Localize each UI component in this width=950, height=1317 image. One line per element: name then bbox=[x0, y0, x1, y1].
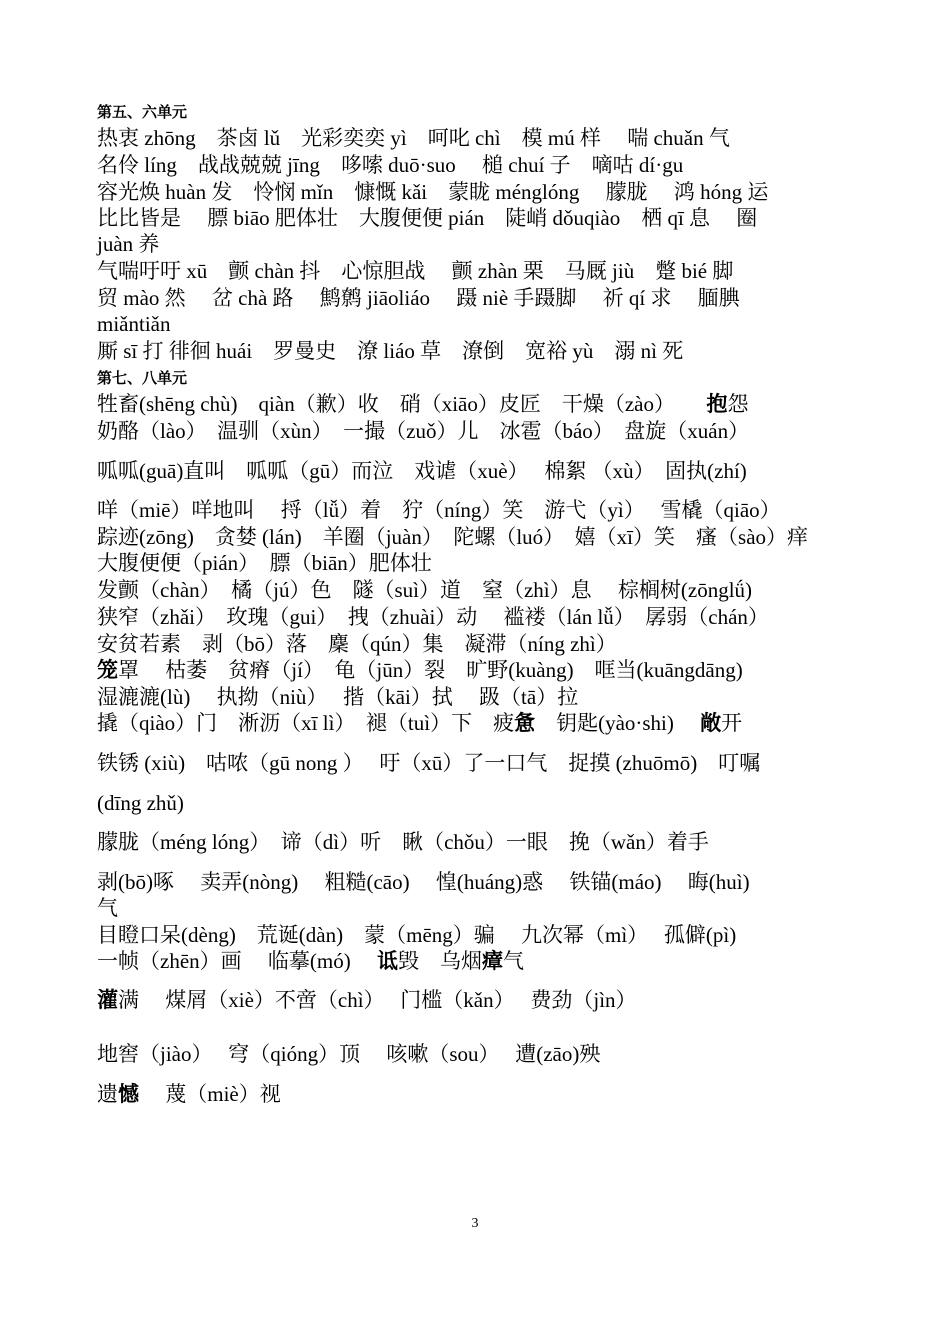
bold-char: 惫 bbox=[514, 711, 536, 735]
text-line: 名伶 líng 战战兢兢 jīng 哆嗦 duō·suo 槌 chuí 子 嘀咕 dí·gu bbox=[97, 153, 684, 177]
line-text: 一帧（zhēn）画 临摹(mó) bbox=[97, 949, 351, 973]
text-line: 湿漉漉(lù) 执拗（niù） 揩（kāi）拭 趿（tā）拉 bbox=[97, 685, 579, 709]
text-line bbox=[97, 947, 524, 975]
text-line: 贸 mào 然 岔 chà 路 鹪鹩 jiāoliáo 蹑 niè 手蹑脚 祈 qí 求 腼腆 bbox=[97, 286, 740, 310]
bold-char: 敞 bbox=[700, 711, 722, 735]
line-text: 开 bbox=[721, 711, 743, 735]
text-line: 安贫若素 剥（bō）落 麇（qún）集 凝滞（níng zhì） bbox=[97, 632, 617, 656]
line-text: 牲畜(shēng chù) qiàn（歉）收 硝（xiāo）皮匠 干燥（zào） bbox=[97, 392, 665, 416]
text-line bbox=[97, 986, 637, 1014]
text-line: miǎntiǎn bbox=[97, 312, 171, 336]
text-line: 热衷 zhōng 茶卤 lǔ 光彩奕奕 yì 呵叱 chì 模 mú 样 喘 chuǎn 气 bbox=[97, 126, 730, 150]
text-line: 奶酪（lào） 温驯（xùn） 一撮（zuǒ）儿 冰雹（báo） 盘旋（xuán） bbox=[97, 419, 750, 443]
text-line bbox=[97, 656, 743, 684]
text-line: 呱呱(guā)直叫 呱呱（gū）而泣 戏谑（xuè） 棉絮 （xù） 固执(zhí) bbox=[97, 459, 747, 483]
bold-char: 抱 bbox=[706, 392, 728, 416]
text-line bbox=[97, 1080, 281, 1108]
text-line: 咩（miē）咩地叫 捋（lǚ）着 狞（níng）笑 游弋（yì） 雪橇（qiāo） bbox=[97, 498, 781, 522]
section-heading-7-8: 第七、八单元 bbox=[97, 369, 188, 387]
line-text: 气 bbox=[502, 949, 524, 973]
text-line: (dīng zhǔ) bbox=[97, 791, 184, 815]
text-line: 铁锈 (xiù) 咕哝（gū nong ） 吁（xū）了一口气 捉摸 (zhuōmō) 叮嘱 bbox=[97, 751, 761, 775]
section-heading-5-6: 第五、六单元 bbox=[97, 103, 188, 121]
text-line: 大腹便便（pián） 膘（biān）肥体壮 bbox=[97, 551, 432, 575]
text-line: 气喘吁吁 xū 颤 chàn 抖 心惊胆战 颤 zhàn 栗 马厩 jiù 蹩 bié 脚 bbox=[97, 259, 734, 283]
text-line: juàn 养 bbox=[97, 232, 160, 256]
bold-char: 灌 bbox=[97, 988, 118, 1012]
text-line: 狭窄（zhǎi） 玫瑰（gui） 拽（zhuài）动 褴褛（lán lǚ） 孱弱（chán） bbox=[97, 605, 769, 629]
line-text: 蔑（miè）视 bbox=[139, 1082, 281, 1106]
line-text: 钥匙(yào·shi) bbox=[535, 711, 674, 735]
text-line: 发颤（chàn） 橘（jú）色 隧（suì）道 窒（zhì）息 棕榈树(zōnglǘ) bbox=[97, 578, 753, 602]
text-line: 踪迹(zōng) 贪婪 (lán) 羊圈（juàn） 陀螺（luó） 嬉（xī）笑 瘙（sào）痒 bbox=[97, 525, 809, 549]
bold-char: 诋 bbox=[376, 949, 398, 973]
line-text: 毁 乌烟 bbox=[397, 949, 482, 973]
text-line: 目瞪口呆(dèng) 荒诞(dàn) 蒙（mēng）骗 九次幂（mì） 孤僻(pì) bbox=[97, 923, 737, 947]
text-line: 地窖（jiào） 穹（qióng）顶 咳嗽（sou） 遭(zāo)殃 bbox=[97, 1042, 601, 1066]
line-text: 怨 bbox=[727, 392, 749, 416]
bold-char: 憾 bbox=[118, 1082, 139, 1106]
text-line: 朦胧（méng lóng） 谛（dì）听 瞅（chǒu）一眼 挽（wǎn）着手 bbox=[97, 830, 709, 854]
text-line: 比比皆是 膘 biāo 肥体壮 大腹便便 pián 陡峭 dǒuqiào 栖 qī 息 圈 bbox=[97, 206, 758, 230]
line-text: 撬（qiào）门 淅沥（xī lì） 褪（tuì）下 疲 bbox=[97, 711, 515, 735]
text-line: 厮 sī 打 徘徊 huái 罗曼史 潦 liáo 草 潦倒 宽裕 yù 溺 nì 死 bbox=[97, 339, 684, 363]
line-text: 罩 枯萎 贫瘠（jí） 龟（jūn）裂 旷野(kuàng) 哐当(kuāngdāng) bbox=[118, 658, 743, 682]
line-text: 满 煤屑（xiè）不啻（chì） 门槛（kǎn） 费劲（jìn） bbox=[118, 988, 637, 1012]
text-line bbox=[97, 390, 749, 418]
bold-char: 笼 bbox=[97, 658, 118, 682]
line-text: 遗 bbox=[97, 1082, 118, 1106]
text-line: 气 bbox=[97, 896, 118, 920]
bold-char: 瘴 bbox=[481, 949, 503, 973]
text-line: 容光焕 huàn 发 怜悯 mǐn 慷慨 kǎi 蒙眬 ménglóng 朦胧 鸿 hóng 运 bbox=[97, 180, 769, 204]
text-line: 剥(bō)啄 卖弄(nòng) 粗糙(cāo) 惶(huáng)惑 铁锚(máo) 晦(huì) bbox=[97, 870, 750, 894]
text-line bbox=[97, 709, 742, 737]
page-number: 3 bbox=[471, 1216, 479, 1231]
